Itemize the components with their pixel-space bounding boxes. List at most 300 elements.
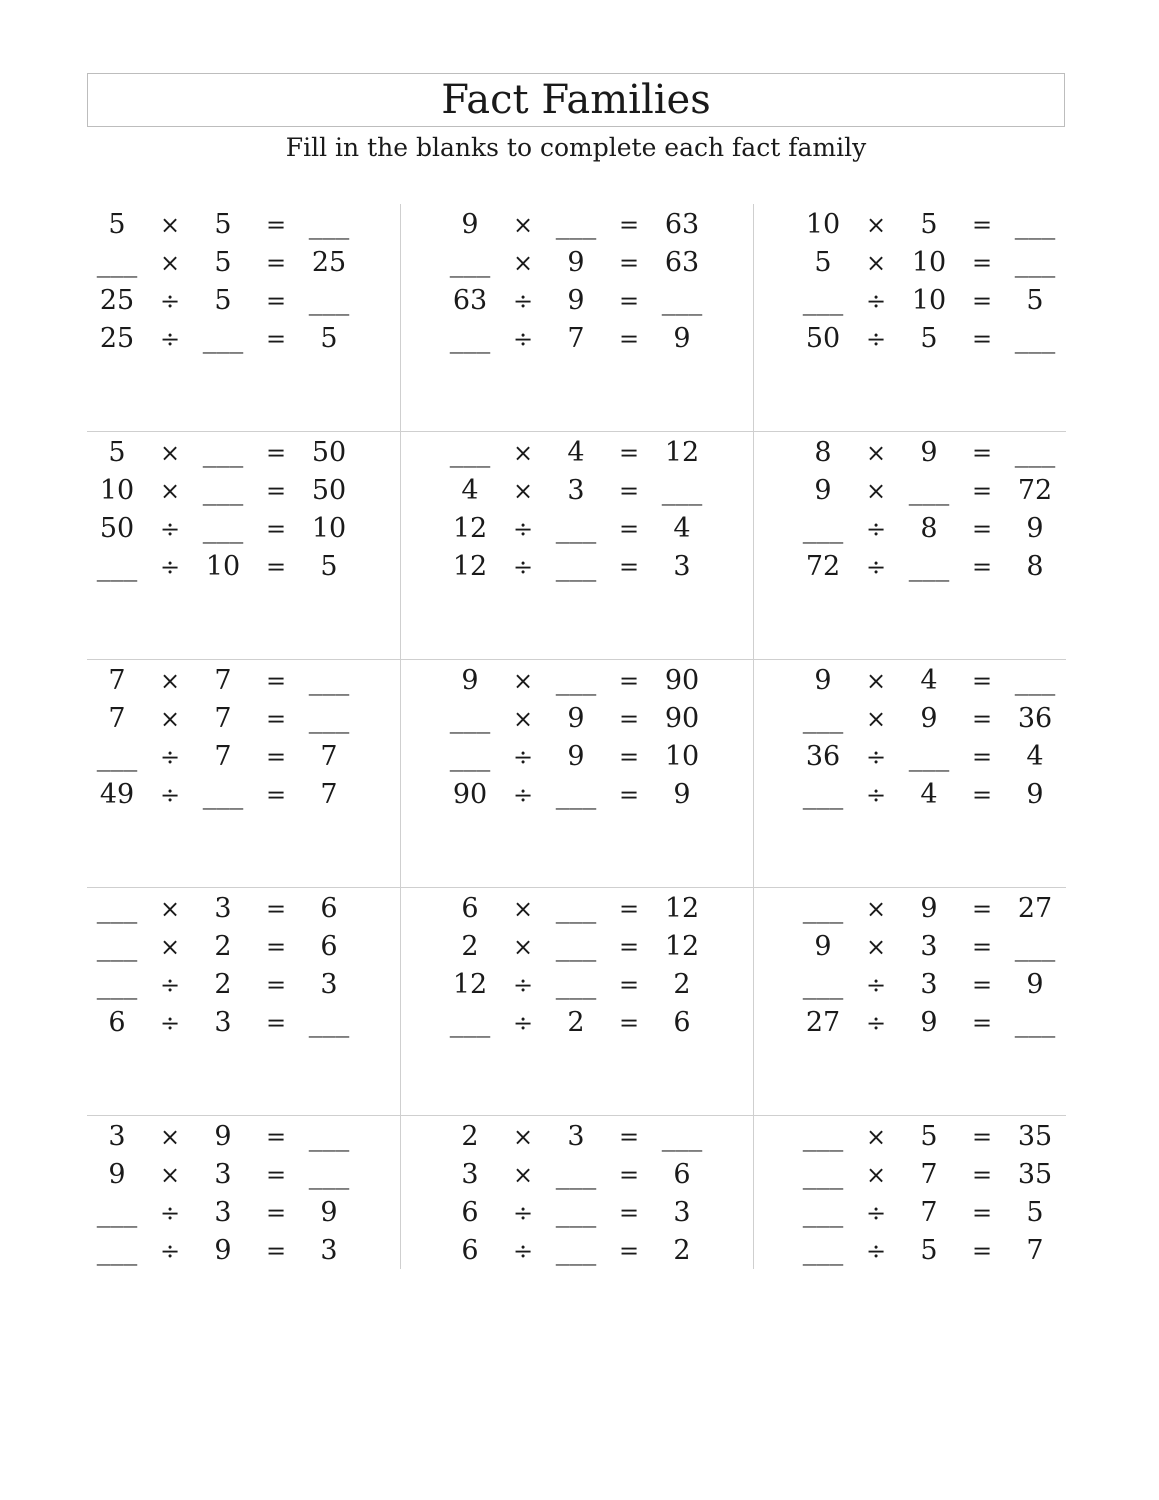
divide-sign: ÷ [512,1237,534,1265]
answer-blank[interactable]: ___ [202,437,244,468]
equation-number: 50 [805,323,841,354]
answer-blank[interactable]: ___ [96,931,138,962]
equation-number: 9 [461,665,479,696]
equation-row [87,1118,400,1156]
divide-sign: ÷ [865,781,887,809]
fact-family-cell [753,432,1066,660]
equals-sign: = [971,1009,993,1037]
equation-row [400,320,753,358]
equation-row [87,244,400,282]
times-sign: × [512,1161,534,1189]
answer-blank[interactable]: ___ [449,437,491,468]
equation-number: 9 [214,1235,232,1266]
equation-row [400,928,753,966]
equation-number: 25 [99,323,135,354]
equation-number: 4 [673,513,691,544]
equation-number: 4 [920,779,938,810]
equation-number: 63 [664,247,700,278]
equation-number: 4 [1026,741,1044,772]
equation-row [87,700,400,738]
equation-number: 10 [911,247,947,278]
equation-number: 9 [1026,513,1044,544]
equation-number: 7 [320,779,338,810]
equation-number: 6 [461,1197,479,1228]
equals-sign: = [265,781,287,809]
equation-number: 3 [214,1007,232,1038]
equation-number: 36 [805,741,841,772]
fact-family-cell [753,204,1066,432]
times-sign: × [512,705,534,733]
equation-number: 5 [1026,285,1044,316]
equals-sign: = [618,743,640,771]
equation-number: 12 [452,969,488,1000]
answer-blank[interactable]: ___ [555,513,597,544]
answer-blank[interactable]: ___ [555,209,597,240]
equation-row [753,1232,1066,1270]
equals-sign: = [618,1237,640,1265]
equation-number: 7 [214,703,232,734]
times-sign: × [159,705,181,733]
answer-blank[interactable]: ___ [908,741,950,772]
equation-number: 50 [99,513,135,544]
equation-number: 10 [911,285,947,316]
equation-number: 5 [320,551,338,582]
answer-blank[interactable]: ___ [308,1121,350,1152]
answer-blank[interactable]: ___ [802,1159,844,1190]
equation-row [400,776,753,814]
equation-number: 9 [920,893,938,924]
equation-number: 2 [461,931,479,962]
times-sign: × [159,477,181,505]
equation-number: 6 [320,893,338,924]
equation-number: 12 [452,551,488,582]
answer-blank[interactable]: ___ [802,969,844,1000]
times-sign: × [159,249,181,277]
equals-sign: = [265,325,287,353]
equation-number: 10 [311,513,347,544]
equals-sign: = [265,249,287,277]
equation-row [400,966,753,1004]
answer-blank[interactable]: ___ [802,1197,844,1228]
times-sign: × [159,211,181,239]
equation-number: 3 [214,1197,232,1228]
equation-number: 50 [311,437,347,468]
equation-number: 2 [461,1121,479,1152]
answer-blank[interactable]: ___ [308,285,350,316]
equals-sign: = [618,895,640,923]
equation-row [753,1194,1066,1232]
answer-blank[interactable]: ___ [1014,437,1056,468]
equals-sign: = [265,1237,287,1265]
answer-blank[interactable]: ___ [449,741,491,772]
answer-blank[interactable]: ___ [202,513,244,544]
equation-row [400,244,753,282]
equation-number: 8 [814,437,832,468]
equation-row [87,510,400,548]
equation-number: 4 [920,665,938,696]
page-subtitle: Fill in the blanks to complete each fact family [285,133,867,162]
answer-blank[interactable]: ___ [1014,247,1056,278]
equation-number: 2 [214,931,232,962]
answer-blank[interactable]: ___ [802,285,844,316]
divide-sign: ÷ [159,325,181,353]
divide-sign: ÷ [512,515,534,543]
answer-blank[interactable]: ___ [555,969,597,1000]
equation-number: 9 [673,779,691,810]
equation-number: 4 [567,437,585,468]
equals-sign: = [971,553,993,581]
answer-blank[interactable]: ___ [449,703,491,734]
divide-sign: ÷ [159,515,181,543]
equals-sign: = [971,743,993,771]
equation-number: 9 [814,931,832,962]
equals-sign: = [971,287,993,315]
divide-sign: ÷ [512,1009,534,1037]
times-sign: × [865,933,887,961]
equation-number: 9 [673,323,691,354]
equals-sign: = [618,933,640,961]
equals-sign: = [971,667,993,695]
equals-sign: = [618,781,640,809]
equation-row [87,282,400,320]
equation-number: 3 [320,969,338,1000]
times-sign: × [865,895,887,923]
times-sign: × [512,439,534,467]
answer-blank[interactable]: ___ [96,1197,138,1228]
equals-sign: = [618,705,640,733]
equals-sign: = [265,1161,287,1189]
equals-sign: = [265,553,287,581]
equation-number: 63 [452,285,488,316]
fact-family-cell [400,1116,753,1344]
answer-blank[interactable]: ___ [308,1007,350,1038]
divide-sign: ÷ [865,1237,887,1265]
equals-sign: = [971,933,993,961]
equals-sign: = [971,325,993,353]
equation-number: 6 [108,1007,126,1038]
times-sign: × [865,249,887,277]
fact-family-cell [400,204,753,432]
answer-blank[interactable]: ___ [661,475,703,506]
times-sign: × [159,1123,181,1151]
equals-sign: = [618,249,640,277]
equals-sign: = [618,477,640,505]
answer-blank[interactable]: ___ [449,247,491,278]
equation-number: 9 [108,1159,126,1190]
times-sign: × [865,1161,887,1189]
equation-number: 6 [461,1235,479,1266]
equals-sign: = [265,933,287,961]
equation-number: 10 [805,209,841,240]
equation-row [87,1156,400,1194]
answer-blank[interactable]: ___ [96,741,138,772]
equation-number: 72 [1017,475,1053,506]
answer-blank[interactable]: ___ [555,665,597,696]
times-sign: × [865,1123,887,1151]
equation-number: 5 [108,209,126,240]
equation-row [753,244,1066,282]
equation-row [400,282,753,320]
equation-number: 7 [320,741,338,772]
equation-row [87,738,400,776]
equation-number: 2 [567,1007,585,1038]
answer-blank[interactable]: ___ [96,893,138,924]
divide-sign: ÷ [159,743,181,771]
divide-sign: ÷ [512,971,534,999]
equation-number: 25 [99,285,135,316]
answer-blank[interactable]: ___ [1014,209,1056,240]
fact-family-cell [87,204,400,432]
equals-sign: = [265,515,287,543]
answer-blank[interactable]: ___ [449,1007,491,1038]
equation-number: 27 [1017,893,1053,924]
equation-row [753,472,1066,510]
equals-sign: = [265,211,287,239]
times-sign: × [512,933,534,961]
answer-blank[interactable]: ___ [802,703,844,734]
equation-number: 7 [108,665,126,696]
answer-blank[interactable]: ___ [802,513,844,544]
equation-row [400,662,753,700]
equation-number: 3 [673,551,691,582]
equals-sign: = [971,971,993,999]
equals-sign: = [618,211,640,239]
equation-row [400,890,753,928]
answer-blank[interactable]: ___ [555,551,597,582]
answer-blank[interactable]: ___ [555,1159,597,1190]
equation-number: 9 [814,665,832,696]
answer-blank[interactable]: ___ [555,779,597,810]
equation-row [753,1118,1066,1156]
equals-sign: = [265,477,287,505]
fact-family-cell [400,660,753,888]
equation-number: 5 [920,323,938,354]
equation-number: 10 [99,475,135,506]
fact-family-cell [753,660,1066,888]
times-sign: × [865,211,887,239]
equation-number: 36 [1017,703,1053,734]
equals-sign: = [265,895,287,923]
equation-row [753,1004,1066,1042]
divide-sign: ÷ [512,287,534,315]
equation-number: 9 [461,209,479,240]
answer-blank[interactable]: ___ [308,703,350,734]
equals-sign: = [265,1123,287,1151]
equation-row [400,206,753,244]
equals-sign: = [971,439,993,467]
equation-number: 5 [320,323,338,354]
divide-sign: ÷ [159,1009,181,1037]
fact-family-cell [400,888,753,1116]
equation-number: 12 [664,893,700,924]
times-sign: × [512,211,534,239]
equation-number: 7 [920,1197,938,1228]
equals-sign: = [265,667,287,695]
equals-sign: = [618,325,640,353]
equation-number: 3 [567,475,585,506]
answer-blank[interactable]: ___ [202,779,244,810]
answer-blank[interactable]: ___ [1014,665,1056,696]
equation-row [753,548,1066,586]
title-box [87,73,1065,127]
answer-blank[interactable]: ___ [96,247,138,278]
answer-blank[interactable]: ___ [1014,323,1056,354]
equation-row [753,282,1066,320]
equation-number: 35 [1017,1121,1053,1152]
equation-row [87,1004,400,1042]
equation-number: 3 [214,893,232,924]
times-sign: × [865,705,887,733]
divide-sign: ÷ [865,1199,887,1227]
fact-family-cell [753,888,1066,1116]
equals-sign: = [971,1123,993,1151]
equals-sign: = [618,1199,640,1227]
equation-number: 9 [1026,779,1044,810]
times-sign: × [159,439,181,467]
equation-number: 27 [805,1007,841,1038]
answer-blank[interactable]: ___ [96,969,138,1000]
answer-blank[interactable]: ___ [661,285,703,316]
equation-number: 6 [320,931,338,962]
equation-row [400,1004,753,1042]
equals-sign: = [265,1009,287,1037]
times-sign: × [865,477,887,505]
answer-blank[interactable]: ___ [1014,1007,1056,1038]
equation-row [753,738,1066,776]
equation-number: 3 [108,1121,126,1152]
answer-blank[interactable]: ___ [202,323,244,354]
equation-number: 8 [920,513,938,544]
equation-number: 63 [664,209,700,240]
answer-blank[interactable]: ___ [308,665,350,696]
answer-blank[interactable]: ___ [555,893,597,924]
answer-blank[interactable]: ___ [555,1197,597,1228]
equation-row [753,206,1066,244]
answer-blank[interactable]: ___ [1014,931,1056,962]
equation-number: 12 [664,931,700,962]
answer-blank[interactable]: ___ [555,1235,597,1266]
answer-blank[interactable]: ___ [802,1235,844,1266]
times-sign: × [159,1161,181,1189]
equation-row [87,890,400,928]
times-sign: × [512,895,534,923]
equation-number: 3 [567,1121,585,1152]
equation-row [87,434,400,472]
equation-row [87,320,400,358]
divide-sign: ÷ [512,325,534,353]
equals-sign: = [618,1009,640,1037]
equation-number: 9 [214,1121,232,1152]
answer-blank[interactable]: ___ [449,323,491,354]
fact-family-cell [87,1116,400,1344]
equals-sign: = [971,1161,993,1189]
equation-row [400,510,753,548]
equation-number: 49 [99,779,135,810]
answer-blank[interactable]: ___ [908,551,950,582]
equation-number: 9 [920,1007,938,1038]
equation-number: 7 [108,703,126,734]
equation-number: 5 [920,1121,938,1152]
equation-number: 5 [214,247,232,278]
equation-number: 90 [452,779,488,810]
answer-blank[interactable]: ___ [555,931,597,962]
divide-sign: ÷ [865,287,887,315]
divide-sign: ÷ [159,971,181,999]
equation-number: 2 [214,969,232,1000]
answer-blank[interactable]: ___ [308,1159,350,1190]
equation-row [753,320,1066,358]
answer-blank[interactable]: ___ [202,475,244,506]
equation-number: 50 [311,475,347,506]
equation-number: 12 [452,513,488,544]
equation-row [400,738,753,776]
answer-blank[interactable]: ___ [96,1235,138,1266]
times-sign: × [512,1123,534,1151]
equation-number: 25 [311,247,347,278]
answer-blank[interactable]: ___ [96,551,138,582]
equals-sign: = [971,211,993,239]
equation-row [400,472,753,510]
equation-row [753,700,1066,738]
equation-row [753,662,1066,700]
equation-row [753,510,1066,548]
equation-number: 10 [205,551,241,582]
equation-number: 90 [664,703,700,734]
equation-number: 35 [1017,1159,1053,1190]
equation-row [87,928,400,966]
equation-number: 9 [814,475,832,506]
equals-sign: = [265,705,287,733]
equation-row [400,1194,753,1232]
equation-number: 5 [1026,1197,1044,1228]
equation-number: 3 [214,1159,232,1190]
divide-sign: ÷ [512,781,534,809]
answer-blank[interactable]: ___ [802,893,844,924]
equals-sign: = [618,1123,640,1151]
answer-blank[interactable]: ___ [802,779,844,810]
equation-number: 10 [664,741,700,772]
equation-row [87,206,400,244]
equation-number: 9 [320,1197,338,1228]
equals-sign: = [971,515,993,543]
equation-number: 90 [664,665,700,696]
fact-family-cell [87,660,400,888]
equation-row [400,1156,753,1194]
times-sign: × [865,439,887,467]
equation-number: 9 [567,703,585,734]
equals-sign: = [265,743,287,771]
answer-blank[interactable]: ___ [802,1121,844,1152]
equals-sign: = [618,515,640,543]
equation-number: 9 [567,285,585,316]
times-sign: × [159,667,181,695]
equals-sign: = [265,971,287,999]
equals-sign: = [971,249,993,277]
equation-number: 4 [461,475,479,506]
divide-sign: ÷ [865,325,887,353]
answer-blank[interactable]: ___ [661,1121,703,1152]
answer-blank[interactable]: ___ [908,475,950,506]
equals-sign: = [618,971,640,999]
equation-number: 7 [214,665,232,696]
divide-sign: ÷ [159,287,181,315]
equation-number: 7 [214,741,232,772]
equation-number: 5 [214,209,232,240]
answer-blank[interactable]: ___ [308,209,350,240]
fact-family-cell [87,888,400,1116]
equation-number: 2 [673,969,691,1000]
divide-sign: ÷ [865,971,887,999]
